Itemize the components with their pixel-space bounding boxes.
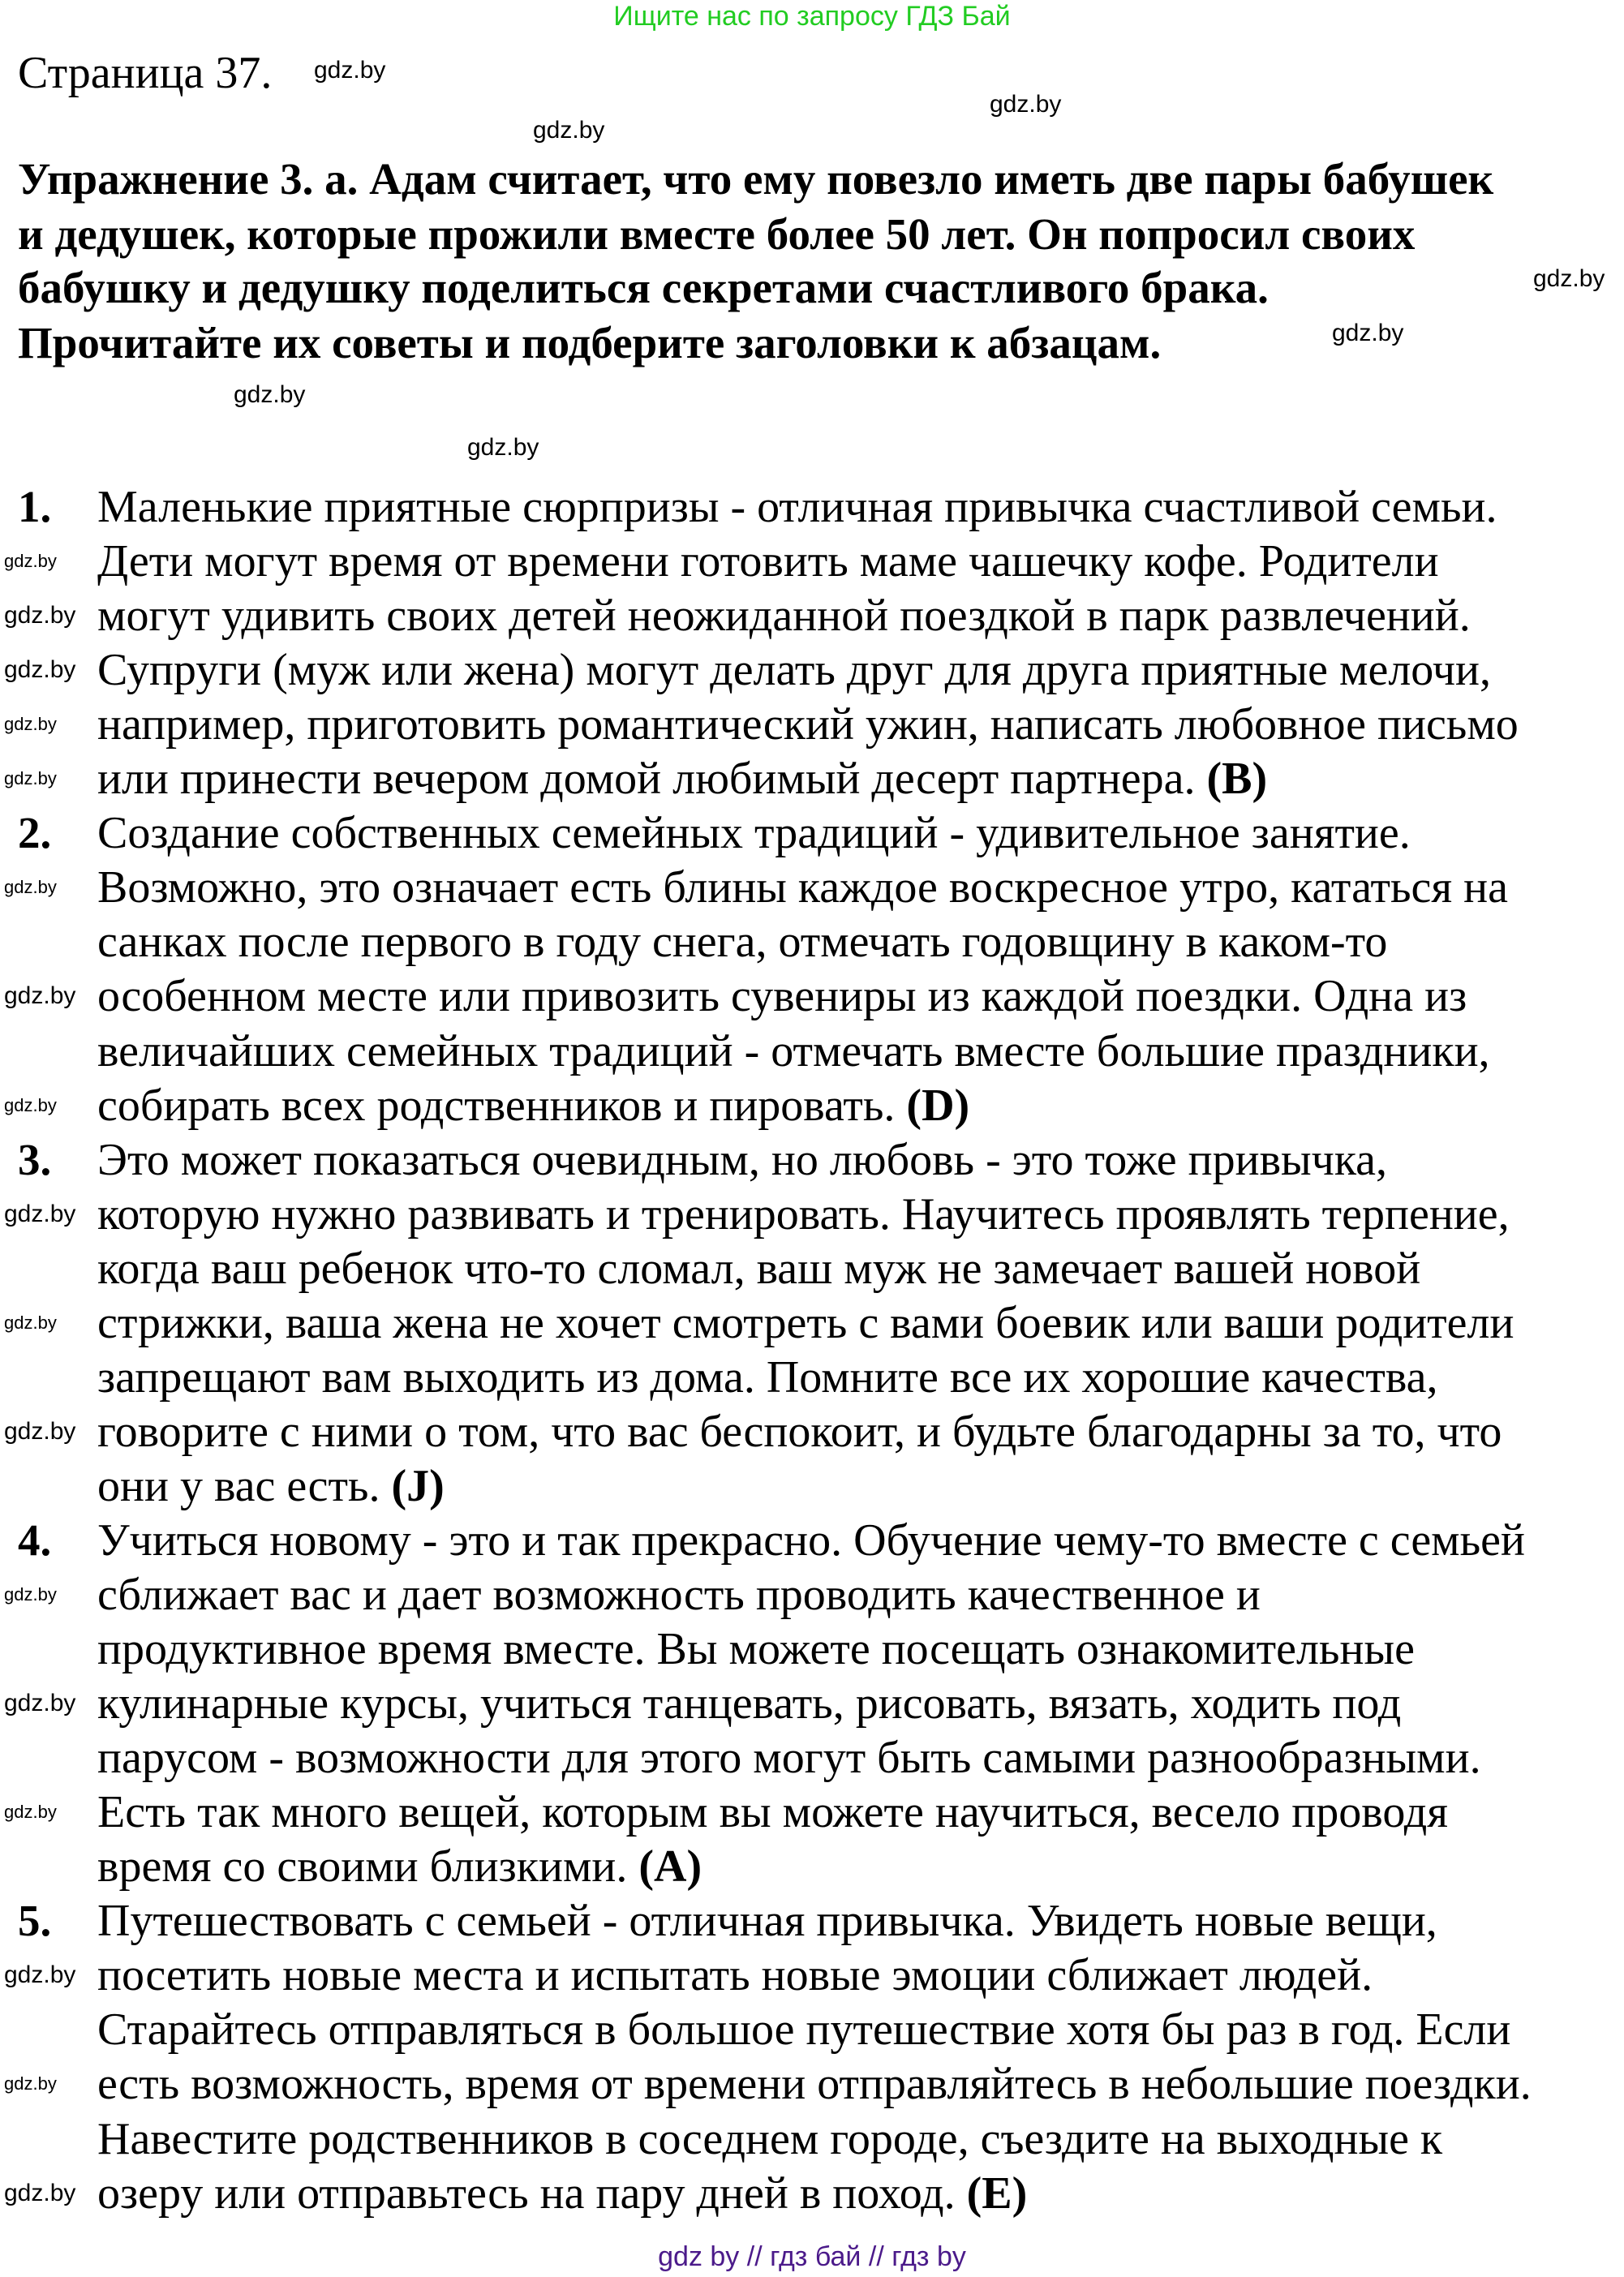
heading-line: Прочитайте их советы и подберите заголовки к абзацам. bbox=[18, 318, 1162, 367]
item-line-text: например, приготовить романтический ужин, написать любовное письмо bbox=[97, 699, 1519, 750]
item-line bbox=[97, 1677, 1401, 1730]
watermark: gdz.by bbox=[4, 714, 57, 734]
item-line-text: Дети могут время от времени готовить маме чашечку кофе. Родители bbox=[97, 536, 1439, 586]
top-banner: Ищите нас по запросу ГДЗ Бай bbox=[613, 1, 1011, 32]
item-line bbox=[97, 1568, 1261, 1622]
item-line-text: стрижки, ваша жена не хочет смотреть с вами боевик или ваши родители bbox=[97, 1298, 1514, 1348]
answer-letter: (D) bbox=[906, 1081, 970, 1131]
item-line bbox=[97, 752, 1267, 806]
item-line-text: когда ваш ребенок что-то сломал, ваш муж не замечает вашей новой bbox=[97, 1244, 1421, 1294]
item-line-text: озеру или отправьтесь на пару дней в поход. bbox=[97, 2168, 956, 2219]
item-line-text: время со своими близкими. bbox=[97, 1841, 628, 1892]
item-line bbox=[97, 1948, 1373, 2002]
watermark: gdz.by bbox=[314, 57, 386, 84]
item-line bbox=[97, 1894, 1437, 1948]
item-line bbox=[97, 2112, 1442, 2166]
item-line bbox=[97, 643, 1491, 697]
answer-letter: (B) bbox=[1206, 754, 1268, 804]
item-line-text: посетить новые места и испытать новые эмоции сближает людей. bbox=[97, 1950, 1373, 2000]
watermark: gdz.by bbox=[1332, 320, 1404, 346]
watermark: gdz.by bbox=[4, 1418, 76, 1445]
item-line bbox=[97, 1133, 1387, 1187]
watermark: gdz.by bbox=[4, 1802, 57, 1822]
item-line-text: Навестите родственников в соседнем городе, съездите на выходные к bbox=[97, 2114, 1443, 2164]
item-line bbox=[97, 915, 1387, 969]
watermark: gdz.by bbox=[467, 434, 539, 461]
item-line bbox=[97, 1785, 1448, 1839]
watermark: gdz.by bbox=[4, 656, 76, 683]
item-line-text: кулинарные курсы, учиться танцевать, рисовать, вязать, ходить под bbox=[97, 1678, 1402, 1729]
item-number: 1. bbox=[18, 482, 52, 531]
item-line-text: говорите с ними о том, что вас беспокоит, и будьте благодарны за то, что bbox=[97, 1407, 1502, 1457]
item-line-text: собирать всех родственников и пировать. bbox=[97, 1081, 896, 1131]
answer-letter: (J) bbox=[391, 1461, 445, 1511]
item-line-text: Есть так много вещей, которым вы можете научиться, весело проводя bbox=[97, 1787, 1448, 1837]
item-line bbox=[97, 1514, 1525, 1567]
item-line bbox=[97, 861, 1508, 914]
item-line bbox=[97, 698, 1519, 751]
item-line bbox=[97, 2057, 1532, 2111]
watermark: gdz.by bbox=[533, 117, 605, 144]
item-line bbox=[97, 589, 1471, 642]
item-line-text: продуктивное время вместе. Вы можете посещать ознакомительные bbox=[97, 1624, 1415, 1674]
item-line bbox=[97, 480, 1497, 534]
item-line-text: или принести вечером домой любимый десерт партнера. bbox=[97, 754, 1196, 804]
item-line bbox=[97, 1622, 1415, 1676]
item-line bbox=[97, 1405, 1502, 1459]
item-line bbox=[97, 2167, 1027, 2220]
item-line-text: парусом - возможности для этого могут быть самыми разнообразными. bbox=[97, 1733, 1481, 1783]
item-line-text: есть возможность, время от времени отправляйтесь в небольшие поездки. bbox=[97, 2059, 1532, 2109]
watermark: gdz.by bbox=[4, 877, 57, 897]
item-line bbox=[97, 969, 1467, 1023]
item-line-text: особенном месте или привозить сувениры из каждой поездки. Одна из bbox=[97, 971, 1467, 1021]
item-line bbox=[97, 1025, 1490, 1078]
footer-watermark: gdz by // гдз бай // гдз by bbox=[658, 2241, 966, 2272]
heading-line: и дедушек, которые прожили вместе более 50 лет. Он попросил своих bbox=[18, 209, 1416, 259]
watermark: gdz.by bbox=[4, 1961, 76, 1988]
watermark: gdz.by bbox=[234, 381, 306, 408]
item-line-text: Возможно, это означает есть блины каждое воскресное утро, кататься на bbox=[97, 862, 1508, 913]
watermark: gdz.by bbox=[4, 1201, 76, 1227]
item-line bbox=[97, 2003, 1510, 2056]
item-line-text: которую нужно развивать и тренировать. Научитесь проявлять терпение, bbox=[97, 1189, 1510, 1239]
watermark: gdz.by bbox=[4, 602, 76, 629]
watermark: gdz.by bbox=[990, 91, 1062, 118]
item-line-text: Старайтесь отправляться в большое путешествие хотя бы раз в год. Если bbox=[97, 2004, 1511, 2055]
watermark: gdz.by bbox=[4, 1095, 57, 1115]
item-line-text: Супруги (муж или жена) могут делать друг для друга приятные мелочи, bbox=[97, 645, 1491, 695]
item-line bbox=[97, 1351, 1437, 1404]
item-line bbox=[97, 1188, 1510, 1241]
item-line-text: санках после первого в году снега, отмечать годовщину в каком-то bbox=[97, 917, 1388, 967]
watermark: gdz.by bbox=[4, 1690, 76, 1716]
item-line-text: Путешествовать с семьей - отличная привычка. Увидеть новые вещи, bbox=[97, 1896, 1437, 1946]
item-line bbox=[97, 1731, 1481, 1785]
watermark: gdz.by bbox=[4, 551, 57, 571]
heading-line: Упражнение 3. а. Адам считает, что ему повезло иметь две пары бабушек bbox=[18, 154, 1494, 204]
item-line-text: Учиться новому - это и так прекрасно. Обучение чему-то вместе с семьей bbox=[97, 1515, 1525, 1566]
watermark: gdz.by bbox=[4, 1312, 57, 1333]
watermark: gdz.by bbox=[4, 1584, 57, 1605]
item-number: 5. bbox=[18, 1896, 52, 1945]
item-line-text: сближает вас и дает возможность проводить качественное и bbox=[97, 1570, 1261, 1620]
item-line-text: величайших семейных традиций - отмечать вместе большие праздники, bbox=[97, 1026, 1490, 1076]
item-line bbox=[97, 1242, 1420, 1295]
watermark: gdz.by bbox=[4, 982, 76, 1009]
watermark: gdz.by bbox=[4, 2180, 76, 2206]
watermark: gdz.by bbox=[4, 2073, 57, 2094]
item-line bbox=[97, 806, 1411, 860]
item-line-text: Это может показаться очевидным, но любовь - это тоже привычка, bbox=[97, 1135, 1388, 1185]
item-line-text: могут удивить своих детей неожиданной поездкой в парк развлечений. bbox=[97, 591, 1471, 641]
item-line bbox=[97, 535, 1439, 588]
item-number: 2. bbox=[18, 808, 52, 857]
item-line bbox=[97, 1296, 1514, 1350]
page-label: Страница 37. bbox=[18, 48, 273, 98]
watermark: gdz.by bbox=[4, 768, 57, 788]
item-line-text: запрещают вам выходить из дома. Помните все их хорошие качества, bbox=[97, 1352, 1438, 1403]
item-line-text: Создание собственных семейных традиций - удивительное занятие. bbox=[97, 808, 1411, 858]
item-number: 3. bbox=[18, 1135, 52, 1184]
item-number: 4. bbox=[18, 1515, 52, 1565]
heading-line: бабушку и дедушку поделиться секретами счастливого брака. bbox=[18, 263, 1269, 312]
item-line bbox=[97, 1459, 445, 1513]
item-line bbox=[97, 1079, 969, 1132]
item-line bbox=[97, 1840, 702, 1893]
watermark: gdz.by bbox=[1533, 265, 1605, 292]
item-line-text: они у вас есть. bbox=[97, 1461, 380, 1511]
answer-letter: (A) bbox=[638, 1841, 702, 1892]
item-line-text: Маленькие приятные сюрпризы - отличная привычка счастливой семьи. bbox=[97, 482, 1497, 532]
answer-letter: (E) bbox=[966, 2168, 1028, 2219]
